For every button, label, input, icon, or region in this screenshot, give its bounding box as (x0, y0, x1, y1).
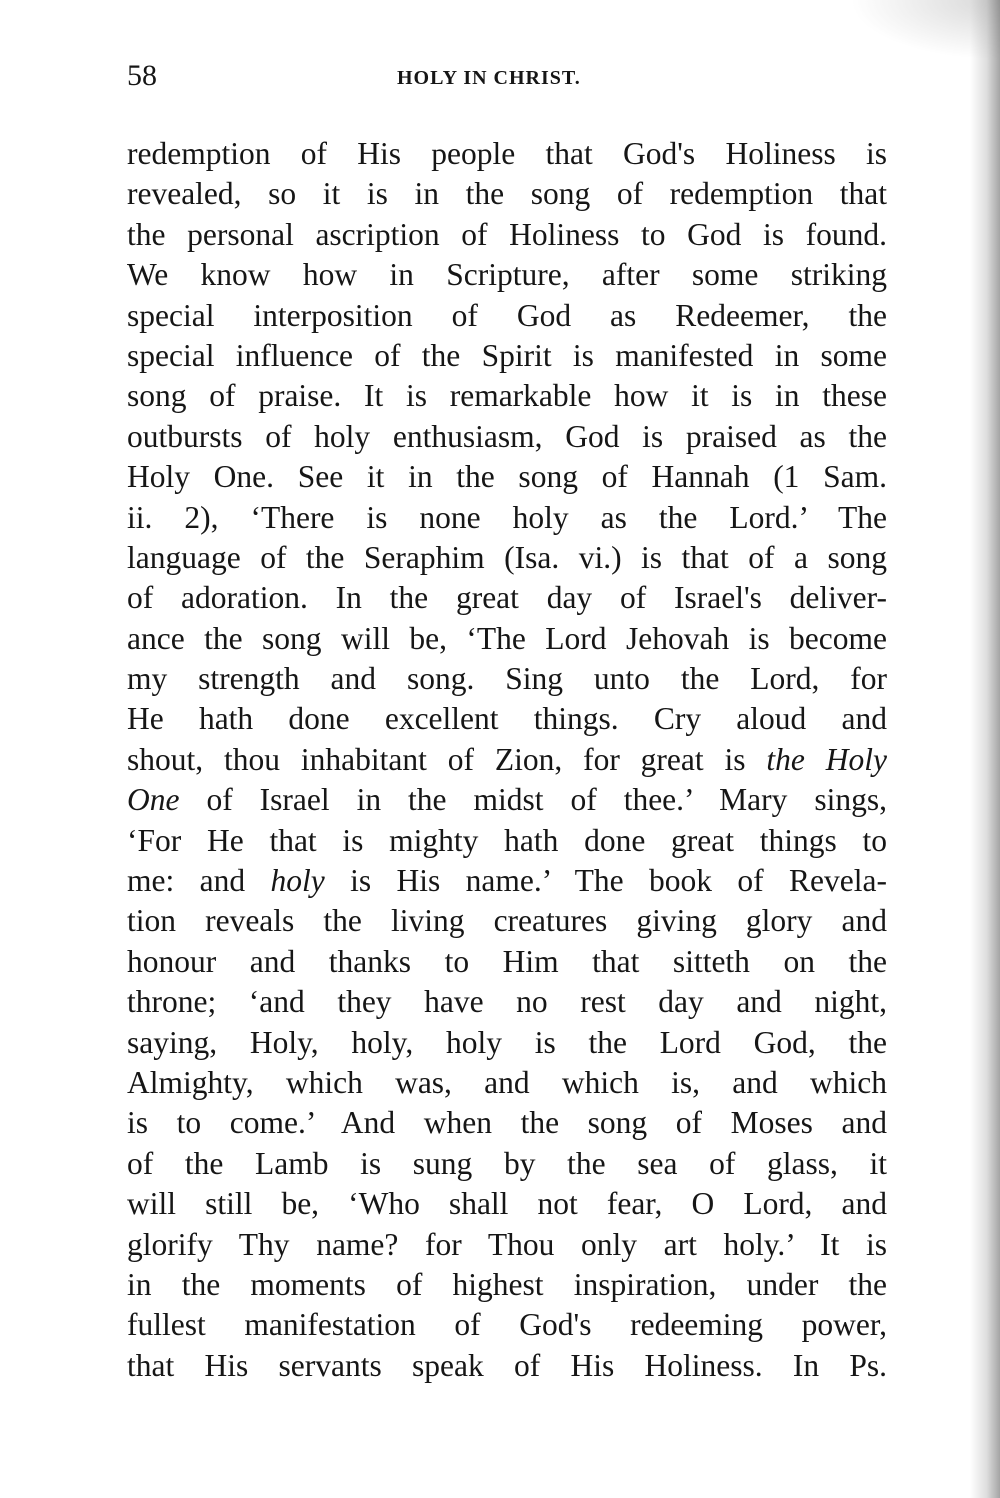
body-text (127, 134, 887, 1386)
text-segment: fullest manifestation of God's redeeming power, (127, 1307, 887, 1343)
text-segment: glorify Thy name? for Thou only art holy.’ It is (127, 1226, 887, 1262)
text-segment: ance the song will be, ‘The Lord Jehovah is become (127, 620, 887, 656)
text-line (127, 417, 887, 457)
text-segment: saying, Holy, holy, holy is the Lord God, the (127, 1024, 887, 1060)
running-head: HOLY IN CHRIST. (397, 67, 581, 89)
text-line (127, 982, 887, 1022)
text-segment: We know how in Scripture, after some striking (127, 257, 887, 293)
text-line (127, 619, 887, 659)
text-segment: language of the Seraphim (Isa. vi.) is that of a song (127, 539, 887, 575)
text-segment: Holy One. See it in the song of Hannah (1 Sam. (127, 459, 887, 495)
text-line (127, 215, 887, 255)
text-line (127, 1346, 887, 1386)
text-segment: outbursts of holy enthusiasm, God is praised as the (127, 418, 887, 454)
text-segment: redemption of His people that God's Holiness is (127, 136, 887, 171)
text-segment: shout, thou inhabitant of Zion, for great is (127, 741, 767, 777)
text-segment: is His name.’ The book of Revela- (324, 863, 887, 899)
text-segment: revealed, so it is in the song of redemption that (127, 176, 887, 212)
text-segment: that His servants speak of His Holiness. In Ps. (127, 1347, 887, 1383)
text-segment: tion reveals the living creatures giving glory and (127, 903, 887, 939)
text-line (127, 901, 887, 941)
page-number: 58 (127, 59, 157, 92)
text-segment: of Israel in the midst of thee.’ Mary sings, (179, 782, 887, 818)
text-line (127, 780, 887, 820)
text-line (127, 1305, 887, 1345)
text-segment: honour and thanks to Him that sitteth on the (127, 943, 887, 979)
page-edge-shadow (970, 0, 1000, 1498)
text-segment: in the moments of highest inspiration, under the (127, 1266, 887, 1302)
text-line (127, 578, 887, 618)
text-line (127, 1063, 887, 1103)
page-header (127, 58, 887, 98)
text-segment: song of praise. It is remarkable how it is in these (127, 378, 887, 414)
text-segment: He hath done excellent things. Cry aloud and (127, 701, 887, 737)
text-line (127, 1103, 887, 1143)
italic-text: One (127, 782, 180, 818)
text-segment: me: and (127, 863, 271, 899)
italic-text: the Holy (766, 741, 887, 777)
text-line (127, 1184, 887, 1224)
text-segment: of adoration. In the great day of Israel's deliver- (127, 580, 887, 616)
text-line (127, 376, 887, 416)
text-line (127, 861, 887, 901)
text-segment: of the Lamb is sung by the sea of glass, it (127, 1145, 887, 1181)
text-line (127, 821, 887, 861)
text-line (127, 1265, 887, 1305)
text-line (127, 659, 887, 699)
text-line (127, 1225, 887, 1265)
text-segment: ii. 2), ‘There is none holy as the Lord.’ The (127, 499, 887, 535)
text-segment: will still be, ‘Who shall not fear, O Lord, and (127, 1186, 887, 1222)
text-line (127, 336, 887, 376)
text-line (127, 942, 887, 982)
text-line (127, 740, 887, 780)
text-segment: ‘For He that is mighty hath done great things to (127, 822, 887, 858)
italic-text: holy (270, 863, 325, 899)
text-segment: Almighty, which was, and which is, and which (127, 1064, 887, 1100)
text-segment: my strength and song. Sing unto the Lord, for (127, 661, 887, 697)
text-line (127, 498, 887, 538)
text-line (127, 699, 887, 739)
text-segment: the personal ascription of Holiness to God is found. (127, 216, 887, 252)
text-line (127, 255, 887, 295)
text-line (127, 174, 887, 214)
text-line (127, 1144, 887, 1184)
text-segment: special interposition of God as Redeemer, the (127, 297, 887, 333)
text-line (127, 134, 887, 174)
text-line (127, 296, 887, 336)
text-segment: throne; ‘and they have no rest day and night, (127, 984, 887, 1020)
text-segment: special influence of the Spirit is manifested in some (127, 337, 887, 373)
text-line (127, 538, 887, 578)
text-line (127, 1023, 887, 1063)
text-line (127, 457, 887, 497)
text-segment: is to come.’ And when the song of Moses and (127, 1105, 887, 1141)
